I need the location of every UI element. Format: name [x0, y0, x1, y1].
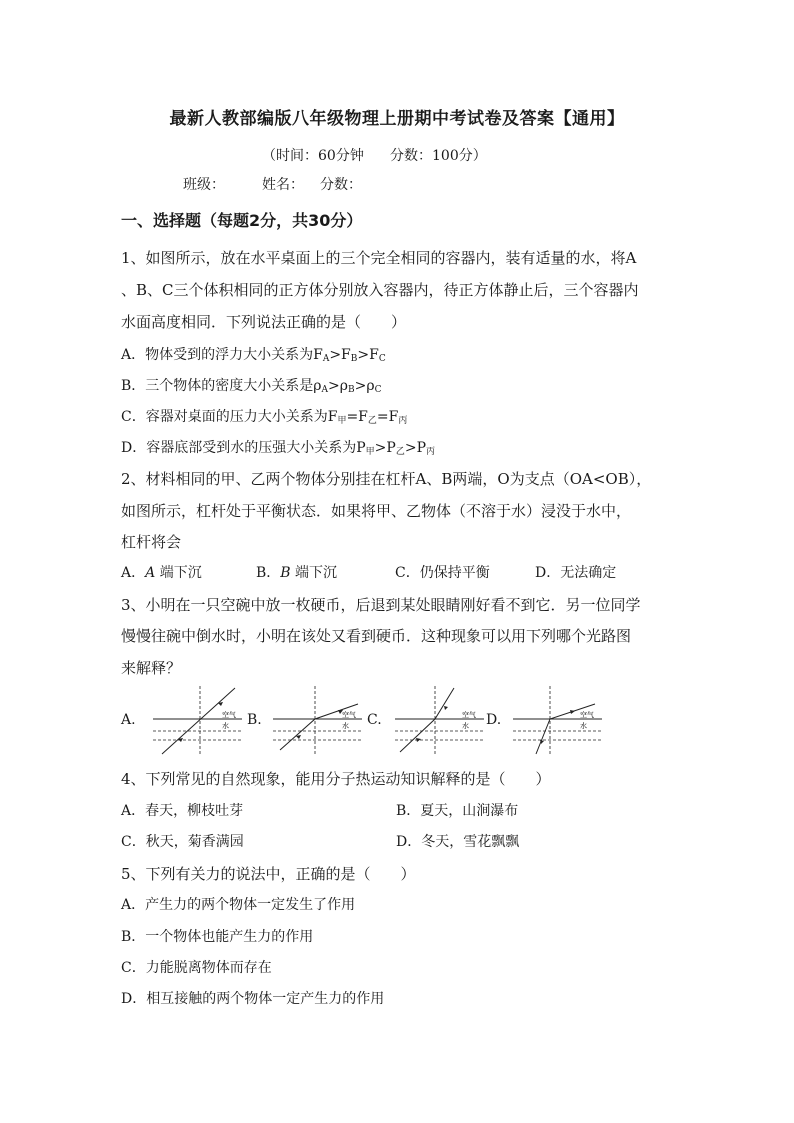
q5-option-c: C．力能脱离物体而存在 — [121, 960, 272, 976]
q3-line: 来解释？ — [121, 659, 182, 677]
svg-text:水: 水 — [222, 722, 229, 730]
diagram-label-a: A. — [121, 712, 136, 728]
q2-option-a: A．A 端下沉 — [121, 565, 202, 581]
class-field-label: 班级： — [183, 177, 225, 193]
name-field-label: 姓名： — [262, 177, 304, 193]
q1-option-a: A．物体受到的浮力大小关系为$F_A>F_B>F_C$ — [121, 347, 386, 364]
q1-line: 水面高度相同．下列说法正确的是（ ） — [121, 313, 407, 331]
diagram-label-b: B. — [247, 712, 262, 728]
q4-option-d: D．冬天，雪花飘飘 — [396, 834, 520, 850]
exam-title: 最新人教部编版八年级物理上册期中考试卷及答案【通用】 — [169, 109, 625, 129]
svg-text:空气: 空气 — [222, 711, 236, 719]
q4-option-c: C．秋天，菊香满园 — [121, 834, 244, 850]
q1-option-c: C．容器对桌面的压力大小关系为$F_甲=F_乙=F_丙$ — [121, 409, 408, 426]
q1-option-b: B．三个物体的密度大小关系是$\rho_A>\rho_B>\rho_C$ — [121, 378, 382, 395]
q2-option-d: D．无法确定 — [535, 565, 617, 581]
exam-score: 分数：100分） — [390, 148, 487, 164]
q2-line: 杠杆将会 — [121, 533, 182, 551]
svg-text:水: 水 — [580, 722, 587, 730]
light-path-diagram-a — [150, 684, 245, 756]
q4-option-b: B．夏天，山涧瀑布 — [396, 803, 519, 819]
q1-line: 1、如图所示，放在水平桌面上的三个完全相同的容器内，装有适量的水，将A — [121, 249, 637, 267]
q3-line: 慢慢往碗中倒水时，小明在该处又看到硬币．这种现象可以用下列哪个光路图 — [121, 627, 632, 645]
q2-option-b: B．B 端下沉 — [256, 565, 338, 581]
q4-option-a: A．春天，柳枝吐芽 — [121, 803, 244, 819]
light-path-diagram-d — [510, 684, 605, 756]
svg-text:空气: 空气 — [342, 711, 356, 719]
light-path-diagram-c — [392, 684, 487, 756]
svg-text:水: 水 — [342, 722, 349, 730]
light-path-diagram-b — [270, 684, 365, 756]
score-field-label: 分数： — [320, 177, 362, 193]
svg-text:空气: 空气 — [580, 711, 594, 719]
q5-option-d: D．相互接触的两个物体一定产生力的作用 — [121, 991, 385, 1007]
q5-option-b: B．一个物体也能产生力的作用 — [121, 929, 314, 945]
diagram-label-c: C. — [367, 712, 382, 728]
q2-line: 2、材料相同的甲、乙两个物体分别挂在杠杆A、B两端，O为支点（OA<OB）， — [121, 470, 652, 488]
q5-option-a: A．产生力的两个物体一定发生了作用 — [121, 897, 356, 913]
q5-stem: 5、下列有关力的说法中，正确的是（ ） — [121, 865, 416, 883]
svg-text:空气: 空气 — [462, 711, 476, 719]
exam-time: （时间：60分钟 — [262, 148, 364, 164]
q4-stem: 4、下列常见的自然现象，能用分子热运动知识解释的是（ ） — [121, 770, 551, 788]
q1-option-d: D．容器底部受到水的压强大小关系为$P_甲>P_乙>P_丙$ — [121, 440, 436, 457]
q1-line: 、B、C三个体积相同的正方体分别放入容器内，待正方体静止后，三个容器内 — [121, 281, 639, 299]
q2-option-c: C．仍保持平衡 — [395, 565, 490, 581]
diagram-label-d: D. — [486, 712, 502, 728]
svg-text:水: 水 — [462, 722, 469, 730]
q3-line: 3、小明在一只空碗中放一枚硬币，后退到某处眼睛刚好看不到它．另一位同学 — [121, 596, 641, 614]
q2-line: 如图所示，杠杆处于平衡状态．如果将甲、乙物体（不溶于水）浸没于水中， — [121, 502, 632, 520]
section-heading: 一、选择题（每题2分，共30分） — [121, 211, 363, 230]
